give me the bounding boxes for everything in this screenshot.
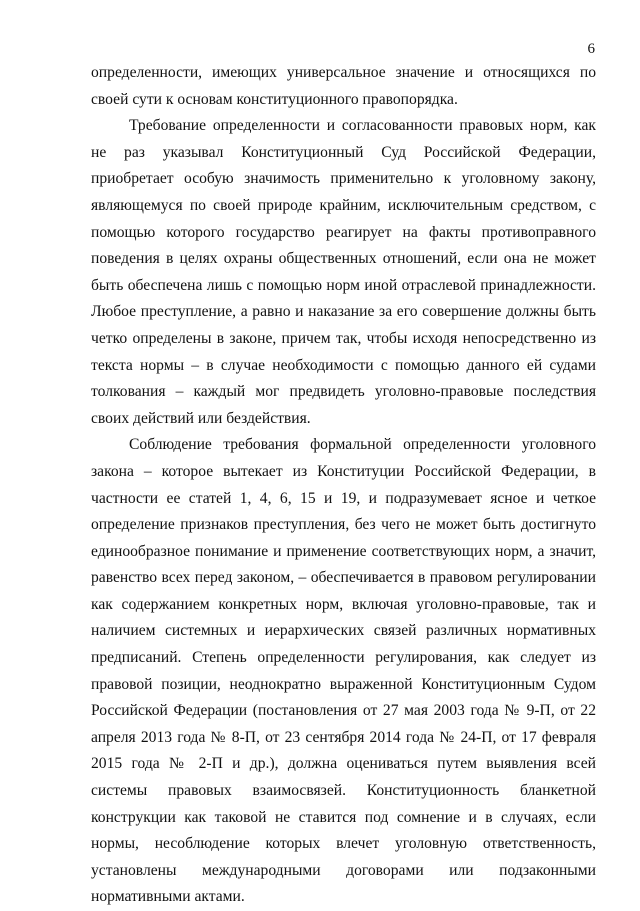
paragraph-formal-certainty: Соблюдение требования формальной определенности уголовного закона – которое вытекает из Конституции Российской Федерации, в частности ее статей 1, 4, 6, 15 и 19, и подразумевает ясное и четкое определение признаков преступления, без чего не может быть достигнуто единообразное понимание и применение соответствующих норм, а значит, равенство всех перед законом, – обеспечивается в правовом регулировании как содержанием конкретных норм, включая уголовно-правовые, так и наличием системных и иерархических связей различных нормативных предписаний. Степень определенности регулирования, как следует из правовой позиции, неоднократно выраженной Конституционным Судом Российской Федерации (постановления от 27 мая 2003 года № 9-П, от 22 апреля 2013 года № 8-П, от 23 сентября 2014 года № 24-П, от 17 февраля 2015 года № 2-П и др.), должна оцениваться путем выявления всей системы правовых взаимосвязей. Конституционность бланкетной конструкции как таковой не ставится под сомнение и в случаях, если нормы, несоблюдение которых влечет уголовную ответственность, установлены международными договорами или подзаконными нормативными актами. <box>91 436 596 906</box>
page-number: 6 <box>587 41 595 57</box>
paragraph-continuation: определенности, имеющих универсальное значение и относящихся по своей сути к основам конституционного правопорядка. <box>91 64 596 108</box>
paragraph-certainty-requirement: Требование определенности и согласованности правовых норм, как не раз указывал Конституционный Суд Российской Федерации, приобретает особую значимость применительно к уголовному закону, являющемуся по своей природе крайним, исключительным средством, с помощью которого государство реагирует на факты противоправного поведения в целях охраны общественных отношений, если она не может быть обеспечена лишь с помощью норм иной отраслевой принадлежности. Любое преступление, а равно и наказание за его совершение должны быть четко определены в законе, причем так, чтобы исходя непосредственно из текста нормы – в случае необходимости с помощью данного ей судами толкования – каждый мог предвидеть уголовно-правовые последствия своих действий или бездействия. <box>91 117 596 427</box>
document-body <box>91 60 596 911</box>
